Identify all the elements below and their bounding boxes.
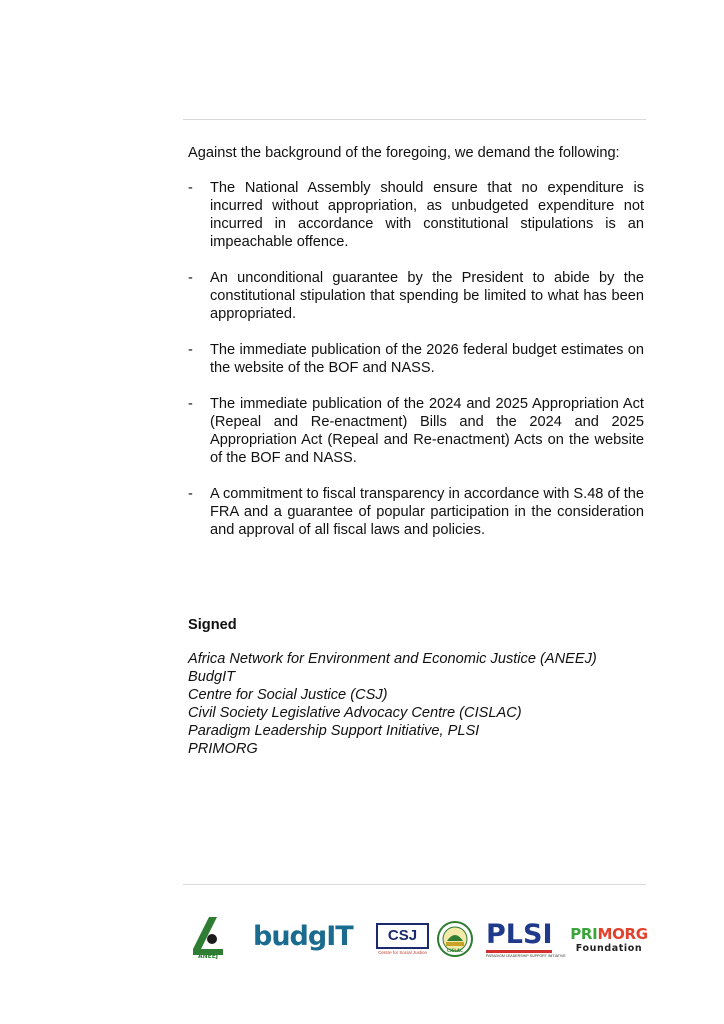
signatory-csj: Centre for Social Justice (CSJ) (188, 687, 388, 703)
bullet-dash: - (188, 396, 193, 412)
signatory-cislac: Civil Society Legislative Advocacy Centre (CISLAC) (188, 705, 522, 721)
demand-item (188, 269, 644, 323)
demands-list (188, 179, 644, 539)
plsi-logo-text: PLSI (486, 919, 553, 950)
partner-logos (183, 915, 653, 965)
bullet-dash: - (188, 270, 193, 286)
demand-item (188, 485, 644, 539)
primorg-logo-subtitle: Foundation (575, 943, 643, 954)
bullet-dash: - (188, 180, 193, 196)
demands-section (188, 144, 644, 557)
svg-text:CISLAC: CISLAC (447, 948, 463, 953)
budgit-logo: budgIT (253, 921, 353, 952)
plsi-logo (486, 919, 566, 959)
demand-text: The immediate publication of the 2024 and 2025 Appropriation Act (Repeal and Re-enactment) Bills and the 2024 and 2025 Appropriation Act (Repeal and Re-enactment) Acts on the website of the BOF and NASS. (210, 396, 644, 466)
demand-text: The National Assembly should ensure that no expenditure is incurred without appropriation, as unbudgeted expenditure not incurred in accordance with constitutional stipulations is an impeachable offence. (210, 180, 644, 250)
plsi-logo-subtitle: PARADIGM LEADERSHIP SUPPORT INITIATIVE (486, 954, 566, 958)
demand-text: An unconditional guarantee by the President to abide by the constitutional stipulation that spending be limited to what has been appropriated. (210, 270, 644, 322)
signatory-primorg: PRIMORG (188, 741, 258, 757)
csj-logo-subtitle: Centre for Social Justice (378, 950, 427, 955)
intro-paragraph: Against the background of the foregoing, we demand the following: (188, 145, 620, 161)
svg-text:ANEEJ: ANEEJ (197, 953, 219, 959)
bullet-dash: - (188, 342, 193, 358)
plsi-logo-bar (486, 950, 552, 953)
signatory-aneej: Africa Network for Environment and Economic Justice (ANEEJ) (188, 651, 597, 667)
signed-heading: Signed (188, 617, 237, 633)
bottom-divider (183, 884, 646, 885)
demand-text: The immediate publication of the 2026 federal budget estimates on the website of the BOF and NASS. (210, 342, 644, 376)
demand-item (188, 179, 644, 251)
signatories-section (188, 616, 644, 758)
cislac-logo (437, 921, 473, 957)
csj-logo (376, 923, 429, 955)
aneej-logo (187, 915, 229, 959)
signatory-plsi: Paradigm Leadership Support Initiative, PLSI (188, 723, 480, 739)
demand-item (188, 395, 644, 467)
signatory-budgit: BudgIT (188, 669, 236, 685)
demand-item (188, 341, 644, 377)
primorg-logo-text: PRIMORG (570, 925, 648, 943)
top-divider (183, 119, 646, 120)
primorg-logo (569, 927, 649, 954)
demand-text: A commitment to fiscal transparency in accordance with S.48 of the FRA and a guarantee of popular participation in the consideration and approval of all fiscal laws and policies. (210, 486, 644, 538)
bullet-dash: - (188, 486, 193, 502)
csj-logo-text: CSJ (376, 923, 429, 949)
